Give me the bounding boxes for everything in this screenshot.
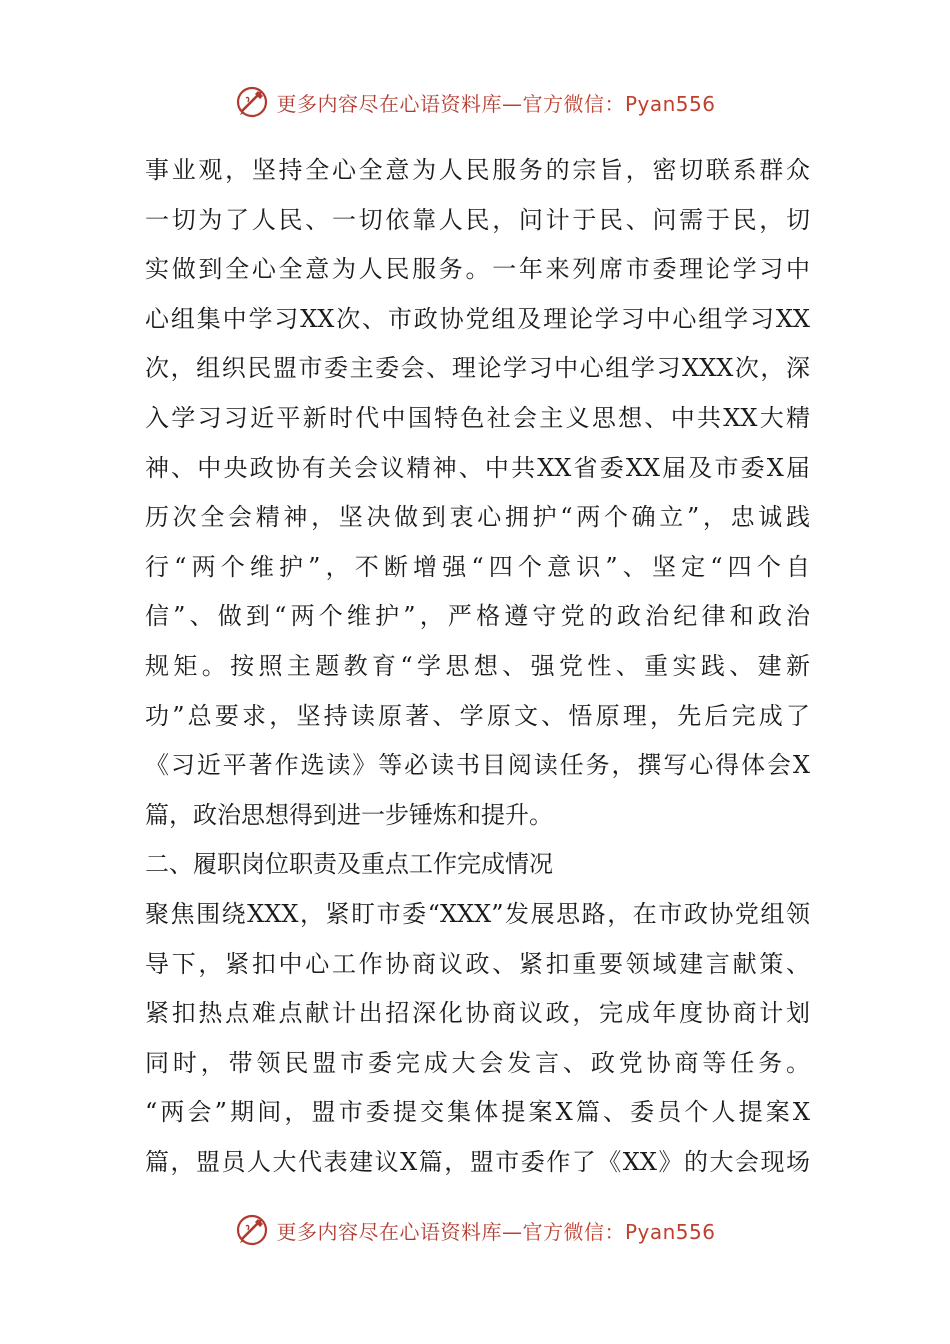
text-line: 聚焦围绕XXX，紧盯市委“XXX”发展思路，在市政协党组领 [145,899,810,928]
footer-watermark [0,1210,950,1250]
text-line: 信”、做到“两个维护”，严格遵守党的政治纪律和政治 [145,602,810,631]
watermark-separator: — [501,1219,523,1244]
watermark-contact: 官方微信：Pyan556 [522,91,716,116]
text-line: 规矩。按照主题教育“学思想、强党性、重实践、建新 [145,651,810,680]
section-heading: 二、履职岗位职责及重点工作完成情况 [145,850,553,879]
text-line: 导下，紧扣中心工作协商议政、紧扣重要领域建言献策、 [145,949,810,978]
text-line: 历次全会精神，坚决做到衷心拥护“两个确立”，忠诚践 [145,503,810,532]
pen-logo-icon [234,84,270,120]
header-watermark [0,82,950,122]
pen-logo-icon [234,1212,270,1248]
text-line: 篇，盟员人大代表建议X篇，盟市委作了《XX》的大会现场 [145,1147,810,1176]
document-body [145,146,810,1187]
text-line: 篇，政治思想得到进一步锤炼和提升。 [145,800,553,829]
watermark-text [276,88,715,117]
watermark-text [276,1216,715,1245]
text-line: 实做到全心全意为人民服务。一年来列席市委理论学习中 [145,255,810,284]
text-line: 入学习习近平新时代中国特色社会主义思想、中共XX大精 [145,403,810,432]
text-line: 一切为了人民、一切依靠人民，问计于民、问需于民，切 [145,205,810,234]
text-line: 紧扣热点难点献计出招深化协商议政，完成年度协商计划 [145,999,810,1028]
watermark-prefix: 更多内容尽在心语资料库 [276,1219,502,1244]
text-line: 心组集中学习XX次、市政协党组及理论学习中心组学习XX [145,304,810,333]
text-line: “两会”期间，盟市委提交集体提案X篇、委员个人提案X [145,1098,810,1127]
text-line: 神、中央政协有关会议精神、中共XX省委XX届及市委X届 [145,453,810,482]
watermark-prefix: 更多内容尽在心语资料库 [276,91,502,116]
text-line: 《习近平著作选读》等必读书目阅读任务，撰写心得体会X [145,751,810,780]
text-line: 同时，带领民盟市委完成大会发言、政党协商等任务。 [145,1048,810,1077]
text-line: 行“两个维护”，不断增强“四个意识”、坚定“四个自 [145,552,810,581]
watermark-contact: 官方微信：Pyan556 [522,1219,716,1244]
text-line: 功”总要求，坚持读原著、学原文、悟原理，先后完成了 [145,701,810,730]
text-line: 事业观，坚持全心全意为人民服务的宗旨，密切联系群众 [145,156,810,184]
text-line: 次，组织民盟市委主委会、理论学习中心组学习XXX次，深 [145,354,810,383]
watermark-separator: — [501,91,523,116]
